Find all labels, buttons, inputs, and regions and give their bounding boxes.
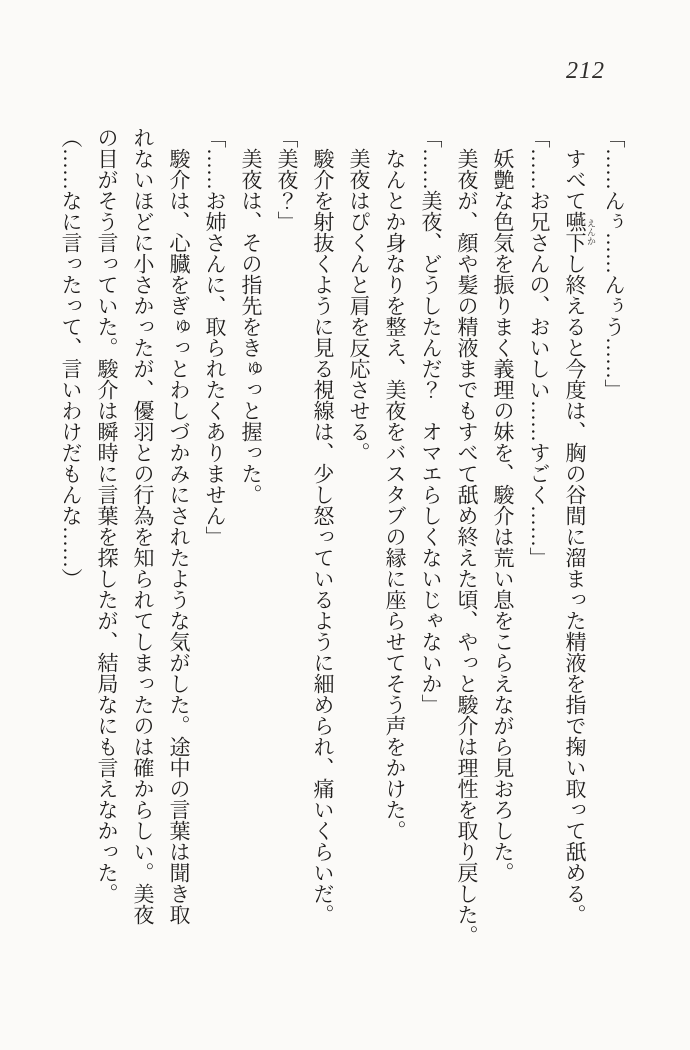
text-line: （……なに言ったって、言いわけだもんな……） xyxy=(59,127,83,589)
text-line: 「美夜？」 xyxy=(275,127,299,232)
text-line: 美夜はぴくんと肩を反応させる。 xyxy=(347,148,371,463)
text-line: すべて嚥下 えんかし終えると今度は、胸の谷間に溜まった精液を指で掬い取って舐める。 xyxy=(563,148,596,925)
text-line: 美夜は、その指先をきゅっと握った。 xyxy=(239,148,263,505)
text-line: の目がそう言っていた。駿介は瞬時に言葉を探したが、結局なにも言えなかった。 xyxy=(95,127,119,904)
text-line: 「……お兄さんの、おいしい……すごく……」 xyxy=(527,127,551,568)
text-line: 「……お姉さんに、取られたくありません」 xyxy=(203,127,227,547)
ruby-annotated-word: 嚥下 えんか xyxy=(563,211,596,253)
text-line: れないほどに小さかったが、優羽との行為を知られてしまったのは確からしい。美夜 xyxy=(131,127,155,925)
text-line: 「……美夜、どうしたんだ？ オマエらしくないじゃないか」 xyxy=(419,127,443,715)
text-line: 「……んぅ……んぅう……」 xyxy=(602,127,626,400)
text-line: 妖艶な色気を振りまく義理の妹を、駿介は荒い息をこらえながら見おろした。 xyxy=(491,148,515,883)
text-line: なんとか身なりを整え、美夜をバスタブの縁に座らせてそう声をかけた。 xyxy=(383,148,407,841)
text-line: 駿介を射抜くように見る視線は、少し怒っているように細められ、痛いくらいだ。 xyxy=(311,148,335,925)
text-line: 駿介は、心臓をぎゅっとわしづかみにされたような気がした。途中の言葉は聞き取 xyxy=(167,148,191,925)
page-number: 212 xyxy=(566,58,605,84)
text-block xyxy=(53,127,632,957)
text-line: 美夜が、顔や髪の精液までもすべて舐め終えた頃、やっと駿介は理性を取り戻した。 xyxy=(455,148,479,946)
